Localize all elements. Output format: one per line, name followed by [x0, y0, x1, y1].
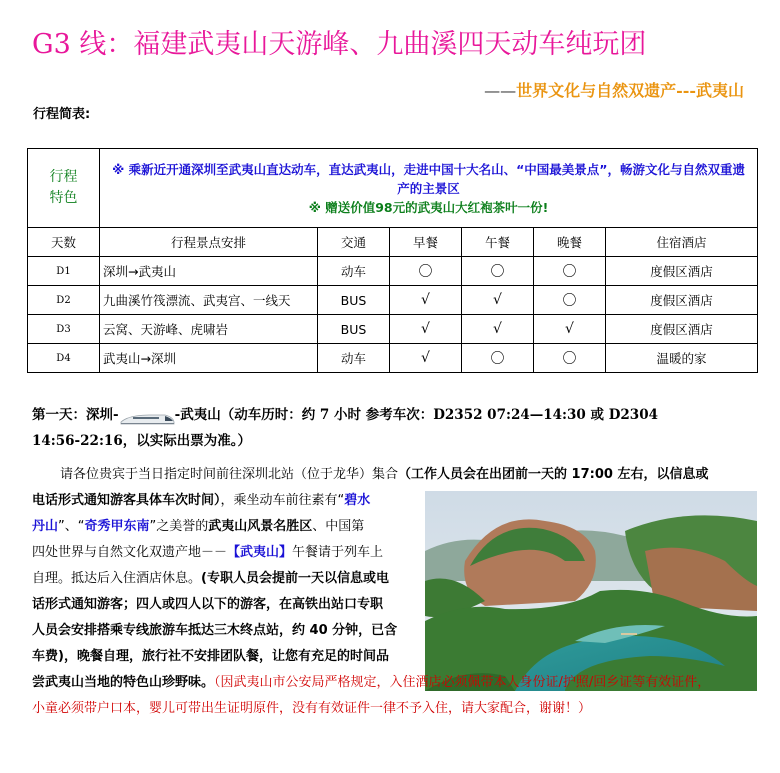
table-row	[28, 344, 758, 373]
dinner-cell: 〇	[534, 286, 606, 315]
hotel-cell: 度假区酒店	[606, 257, 758, 286]
breakfast-cell: √	[390, 286, 462, 315]
feature-line-1: ※ 乘新近开通深圳至武夷山直达动车，直达武夷山，走进中国十大名山、“中国最美景点”，畅游文化与自然双重遗产的主景区	[112, 161, 745, 196]
header-route: 行程景点安排	[100, 228, 318, 257]
route-cell: 云窝、天游峰、虎啸岩	[100, 315, 318, 344]
header-hotel: 住宿酒店	[606, 228, 758, 257]
dinner-cell: 〇	[534, 344, 606, 373]
table-row	[28, 286, 758, 315]
route-cell: 深圳→武夷山	[100, 257, 318, 286]
dinner-cell: 〇	[534, 257, 606, 286]
lunch-cell: √	[462, 286, 534, 315]
header-breakfast: 早餐	[390, 228, 462, 257]
transport-cell: 动车	[318, 344, 390, 373]
lunch-cell: 〇	[462, 344, 534, 373]
header-days: 天数	[28, 228, 100, 257]
dinner-cell: √	[534, 315, 606, 344]
table-row	[28, 315, 758, 344]
header-transport: 交通	[318, 228, 390, 257]
transport-cell: BUS	[318, 286, 390, 315]
header-lunch: 午餐	[462, 228, 534, 257]
table-row	[28, 257, 758, 286]
hotel-cell: 度假区酒店	[606, 315, 758, 344]
itinerary-table	[27, 148, 758, 373]
hotel-cell: 温暖的家	[606, 344, 758, 373]
breakfast-cell: √	[390, 344, 462, 373]
feature-text	[100, 149, 758, 228]
day-cell: D3	[28, 315, 100, 344]
itinerary-brief-label: 行程简表:	[33, 107, 91, 122]
lunch-cell: 〇	[462, 257, 534, 286]
day-cell: D4	[28, 344, 100, 373]
breakfast-cell: √	[390, 315, 462, 344]
day1-heading: 第一天：深圳- -武夷山（动车历时：约 7 小时 参考车次：D2352 07:24—14:30 或 D2304 14:56-22:16，以实际出票为准。）	[32, 407, 658, 449]
day-cell: D1	[28, 257, 100, 286]
feature-label: 行程 特色	[28, 149, 100, 228]
table-header-row	[28, 228, 758, 257]
breakfast-cell: 〇	[390, 257, 462, 286]
high-speed-train-icon	[119, 409, 175, 423]
transport-cell: 动车	[318, 257, 390, 286]
page-subtitle: ——世界文化与自然双遗产---武夷山	[484, 81, 744, 100]
page-title: G3 线：福建武夷山天游峰、九曲溪四天动车纯玩团	[32, 29, 647, 60]
route-cell: 武夷山→深圳	[100, 344, 318, 373]
hotel-cell: 度假区酒店	[606, 286, 758, 315]
route-cell: 九曲溪竹筏漂流、武夷宫、一线天	[100, 286, 318, 315]
lunch-cell: √	[462, 315, 534, 344]
day-cell: D2	[28, 286, 100, 315]
transport-cell: BUS	[318, 315, 390, 344]
feature-line-2: ※ 赠送价值98元的武夷山大红袍茶叶一份!	[308, 199, 549, 215]
header-dinner: 晚餐	[534, 228, 606, 257]
day1-description: 请各位贵宾于当日指定时间前往深圳北站（位于龙华）集合（工作人员会在出团前一天的 17:00 左右，以信息或 电话形式通知游客具体车次时间），乘坐动车前往素有“碧水 丹山”、“奇秀甲东南”之美誉的武夷山风景名胜区、中国第 四处世界与自然文化双遗产地－－【武夷山】午餐请于列车上 自理。抵达后入住酒店休息。(专职人员会提前一天以信息或电 话形式通知游客；四人或四人以下的游客，在高铁出站口专职 人员会安排搭乘专线旅游车抵达三木终点站，约 40 分钟，已含 车费)，晚餐自理，旅行社不安排团队餐，让您有充足的时间品 尝武夷山当地的特色山珍野味。（因武夷山市公安局严格规定，入住酒店必须佩带本人身份证/护照/回乡证等有效证件， 小童必须带户口本，婴儿可带出生证明原件，没有有效证件一律不予入住，请大家配合，谢谢！）	[32, 467, 711, 716]
feature-row	[28, 149, 758, 228]
